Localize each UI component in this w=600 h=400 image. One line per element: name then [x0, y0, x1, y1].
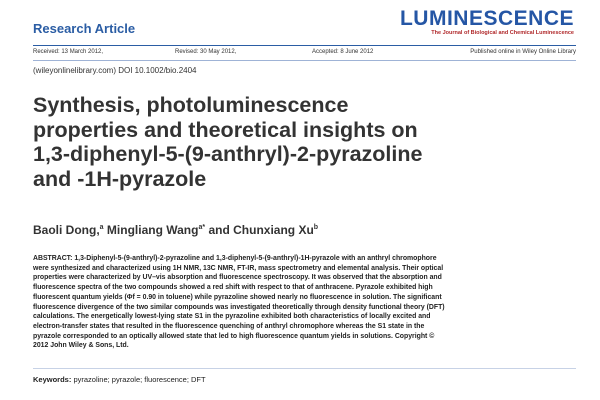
affiliation-mark: b	[313, 224, 319, 231]
journal-logo[interactable]	[400, 8, 574, 37]
keywords-line	[33, 375, 206, 384]
title-line: and -1H-pyrazole	[33, 166, 207, 191]
author-list	[33, 223, 318, 237]
title-line: Synthesis, photoluminescence	[33, 93, 349, 117]
article-type-label: Research Article	[33, 21, 136, 36]
author-name[interactable]: Baoli Dong,	[33, 223, 100, 237]
journal-name: LUMINESCENCE	[399, 7, 574, 30]
title-line: properties and theoretical insights on	[33, 117, 418, 142]
published-online: Published online in Wiley Online Library	[470, 49, 576, 55]
doi-line[interactable]: (wileyonlinelibrary.com) DOI 10.1002/bio.2404	[33, 66, 197, 75]
author-name[interactable]: and Chunxiang Xu	[208, 223, 314, 237]
corresponding-author-mark: *	[202, 224, 206, 231]
revised-date: Revised: 30 May 2012,	[175, 49, 237, 55]
abstract-line: calculations. The energetically lowest-lying state S1 in the pyrazoline exhibited both characteristics of locally excited and	[33, 313, 431, 321]
dates-divider	[33, 60, 576, 61]
abstract-line: electron-transfer states that resulted in the fluorescence quenching of anthryl chromophore whereas the S1 state in the	[33, 322, 425, 330]
abstract-line: 2012 John Wiley & Sons, Ltd.	[33, 342, 129, 350]
journal-tagline: The Journal of Biological and Chemical Luminescence	[431, 30, 574, 36]
header-divider	[33, 45, 576, 46]
abstract-line: were synthesized and characterized using 1H NMR, 13C NMR, FT-IR, mass spectrometry and elemental analysis. Their optical	[33, 264, 444, 272]
accepted-date: Accepted: 8 June 2012	[312, 49, 374, 55]
affiliation-mark: a*	[198, 224, 206, 231]
journal-header	[0, 0, 600, 46]
abstract-line: ABSTRACT: 1,3-Diphenyl-5-(9-anthryl)-2-pyrazoline and 1,3-diphenyl-5-(9-anthryl)-1H-pyrazole with an anthryl chromophore	[33, 255, 437, 262]
affiliation-mark: a	[99, 224, 104, 231]
keywords-divider	[33, 368, 576, 369]
article-title	[33, 93, 553, 191]
author-name[interactable]: Mingliang Wang	[106, 223, 199, 237]
title-line: 1,3-diphenyl-5-(9-anthryl)-2-pyrazoline	[33, 142, 423, 166]
abstract-line: fluorescence spectra of the two compounds showed a red shift with respect to that of anthracene. Pyrazole exhibited high	[33, 284, 433, 292]
abstract-line: properties were characterized by UV–vis absorption and fluorescence spectroscopy. It was observed that the absorption and	[33, 274, 442, 282]
keywords-label: Keywords:	[33, 375, 72, 384]
abstract-line: fluorescent quantum yields (Φf = 0.90 in toluene) while pyrazoline showed nearly no fluorescence in solution. The significant	[33, 293, 442, 301]
abstract-line: fluorescence divergence of the two similar compounds was investigated theoretically through density functional theory (DFT)	[33, 303, 445, 311]
abstract-line: pyrazole corresponded to an optically allowed state that led to high fluorescence quantum yields in solutions. Copyright ©	[33, 332, 435, 340]
received-date: Received: 13 March 2012,	[33, 49, 104, 55]
abstract	[33, 254, 576, 351]
publication-dates	[33, 49, 576, 59]
keywords-text: pyrazoline; pyrazole; fluorescence; DFT	[73, 375, 206, 384]
